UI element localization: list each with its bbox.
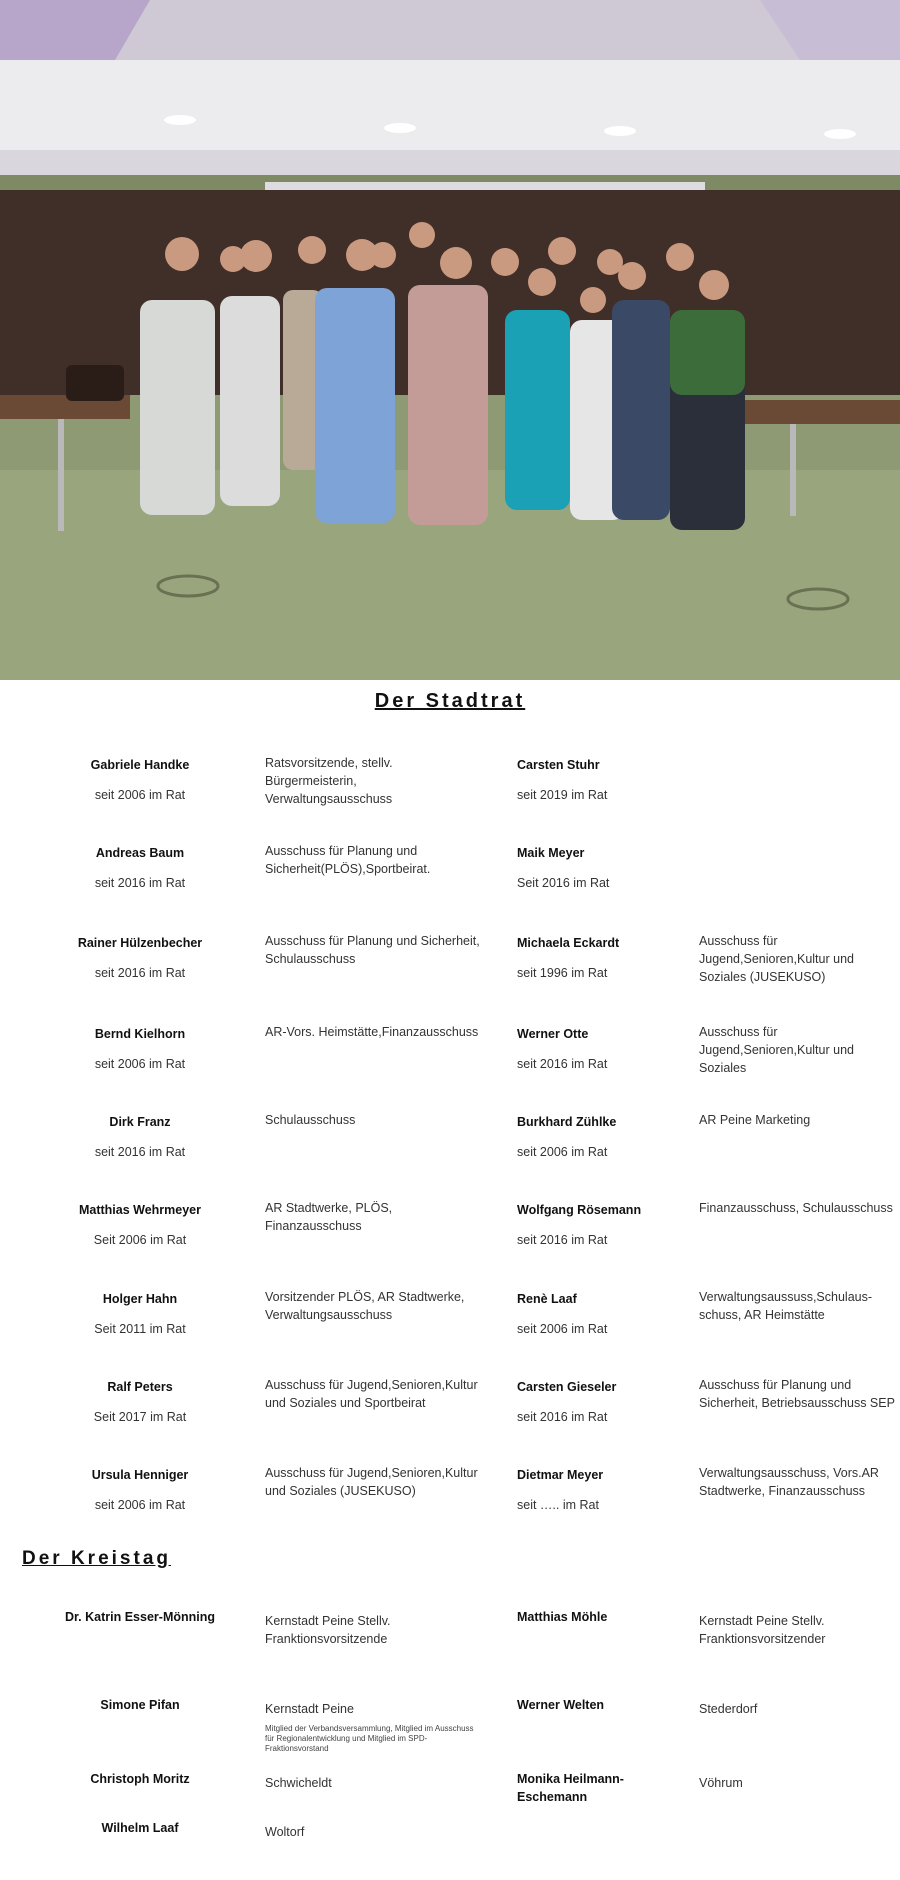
member-roles (265, 1774, 480, 1792)
member-name: Werner Welten (517, 1698, 605, 1712)
council-member (40, 1113, 240, 1161)
member-roles: Verwaltungsaussuss,Schulaus-schuss, AR Heimstätte (699, 1290, 873, 1322)
member-since: seit 2016 im Rat (517, 1057, 608, 1071)
member-roles: Ausschuss für Planung und Sicherheit, Schulausschuss (265, 934, 480, 966)
member-name: Ursula Henniger (91, 1468, 189, 1482)
member-note: Mitglied der Verbandsversammlung, Mitglied im Ausschuss für Regionalentwicklung und Mitglied im SPD-Fraktionsvorstand (265, 1724, 474, 1753)
member-roles: Finanzausschuss, Schulausschuss (699, 1201, 893, 1215)
member-name: Dietmar Meyer (517, 1468, 604, 1482)
member-roles: Vorsitzender PLÖS, AR Stadtwerke, Verwaltungsausschuss (265, 1290, 465, 1322)
member-since: seit 2006 im Rat (94, 788, 186, 802)
member-name: Rainer Hülzenbecher (77, 936, 203, 950)
member-name: Matthias Möhle (517, 1610, 608, 1624)
member-since: seit 1996 im Rat (517, 966, 608, 980)
member-roles: Ausschuss für Jugend,Senioren,Kultur und Soziales und Sportbeirat (265, 1378, 478, 1410)
member-name: Maik Meyer (517, 846, 585, 860)
member-name: Wilhelm Laaf (101, 1821, 179, 1835)
member-district: Kernstadt Peine (265, 1702, 354, 1716)
council-member (40, 1290, 240, 1338)
member-roles: Schulausschuss (265, 1113, 356, 1127)
member-since: seit 2006 im Rat (517, 1322, 608, 1336)
member-name: Simone Pifan (100, 1698, 180, 1712)
section-title-stadtrat: Der Stadtrat (374, 690, 526, 712)
member-name: Andreas Baum (95, 846, 185, 860)
member-name: Carsten Stuhr (517, 758, 600, 772)
member-since: seit 2016 im Rat (517, 1233, 608, 1247)
council-member (40, 1378, 240, 1426)
member-roles: Ausschuss für Jugend,Senioren,Kultur und Soziales (JUSEKUSO) (699, 934, 854, 984)
council-member (40, 844, 240, 892)
council-member (40, 756, 240, 804)
member-name: Christoph Moritz (90, 1772, 190, 1786)
member-roles: Verwaltungsausschuss, Vors.AR Stadtwerke, Finanzausschuss (699, 1466, 879, 1498)
section-title-kreistag: Der Kreistag (22, 1548, 171, 1569)
member-roles: Ausschuss für Planung und Sicherheit(PLÖS),Sportbeirat. (265, 844, 431, 876)
member-name: Renè Laaf (517, 1292, 577, 1306)
member-since: seit ….. im Rat (517, 1498, 599, 1512)
member-roles: AR Peine Marketing (699, 1113, 811, 1127)
council-member (517, 1201, 687, 1249)
member-name: Michaela Eckardt (517, 936, 620, 950)
member-name: Burkhard Zühlke (517, 1115, 617, 1129)
council-member (40, 1466, 240, 1514)
council-member (517, 844, 687, 892)
member-district: Kernstadt Peine Stellv. Franktionsvorsitzender (699, 1614, 826, 1646)
member-district: Kernstadt Peine Stellv. Franktionsvorsitzende (265, 1614, 391, 1646)
member-name: Monika Heilmann-Eschemann (517, 1772, 624, 1804)
member-roles (265, 1700, 480, 1754)
council-member (517, 1025, 687, 1073)
member-roles: AR-Vors. Heimstätte,Finanzausschuss (265, 1025, 479, 1039)
member-since: Seit 2011 im Rat (94, 1322, 186, 1336)
member-name: Holger Hahn (102, 1292, 178, 1306)
member-since: seit 2016 im Rat (94, 876, 186, 890)
member-name: Gabriele Handke (90, 758, 190, 772)
member-since: Seit 2006 im Rat (93, 1233, 187, 1247)
council-member (517, 1290, 687, 1338)
member-district: Schwicheldt (265, 1776, 332, 1790)
member-roles: Ausschuss für Jugend,Senioren,Kultur und Soziales (JUSEKUSO) (265, 1466, 478, 1498)
member-roles (265, 1612, 480, 1648)
member-name: Ralf Peters (107, 1380, 173, 1394)
member-since: Seit 2016 im Rat (517, 876, 610, 890)
council-member (40, 934, 240, 982)
member-roles: AR Stadtwerke, PLÖS, Finanzausschuss (265, 1201, 393, 1233)
council-member (40, 1025, 240, 1073)
member-since: seit 2006 im Rat (517, 1145, 608, 1159)
council-member (517, 1113, 687, 1161)
group-photo (0, 0, 900, 680)
council-member (517, 1466, 687, 1514)
member-district: Woltorf (265, 1825, 305, 1839)
member-district: Stederdorf (699, 1702, 758, 1716)
member-name: Carsten Gieseler (517, 1380, 617, 1394)
member-since: seit 2006 im Rat (94, 1057, 186, 1071)
member-since: seit 2006 im Rat (94, 1498, 186, 1512)
member-since: seit 2019 im Rat (517, 788, 608, 802)
member-district: Vöhrum (699, 1776, 743, 1790)
member-name: Werner Otte (517, 1027, 589, 1041)
council-member (517, 1378, 687, 1426)
member-roles: Ausschuss für Planung und Sicherheit, Betriebsausschuss SEP (699, 1378, 895, 1410)
member-roles (265, 1823, 480, 1841)
member-name: Dirk Franz (109, 1115, 171, 1129)
member-since: seit 2016 im Rat (517, 1410, 608, 1424)
member-since: seit 2016 im Rat (94, 1145, 186, 1159)
council-member (517, 934, 687, 982)
member-name: Wolfgang Rösemann (517, 1203, 642, 1217)
member-name: Matthias Wehrmeyer (78, 1203, 202, 1217)
member-name: Dr. Katrin Esser-Mönning (64, 1610, 216, 1624)
member-since: Seit 2017 im Rat (93, 1410, 187, 1424)
member-since: seit 2016 im Rat (94, 966, 186, 980)
member-name: Bernd Kielhorn (94, 1027, 186, 1041)
member-roles: Ratsvorsitzende, stellv. Bürgermeisterin, Verwaltungsausschuss (265, 756, 393, 806)
council-member (40, 1201, 240, 1249)
member-roles: Ausschuss für Jugend,Senioren,Kultur und Soziales (699, 1025, 854, 1075)
council-member (517, 756, 687, 804)
